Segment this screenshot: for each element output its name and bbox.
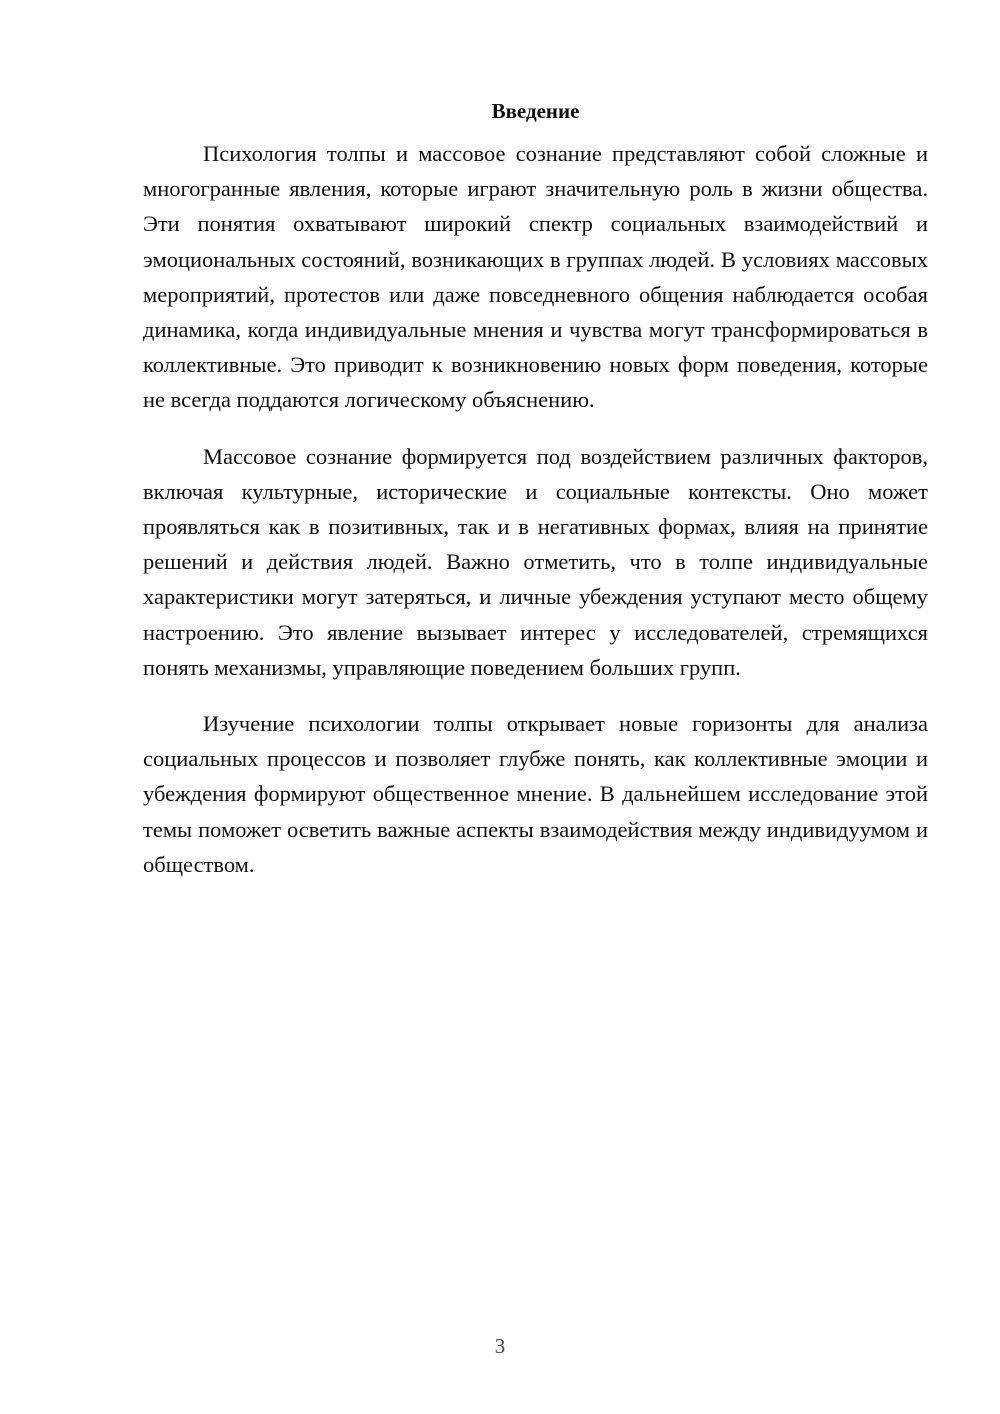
page-content (143, 96, 928, 903)
page-number: 3 (494, 1334, 506, 1358)
section-heading: Введение (491, 99, 580, 123)
paragraph-3: Изучение психологии толпы открывает новые горизонты для анализа социальных процессов и позволяет глубже понять, как коллективные эмоции и убеждения формируют общественное мнение. В дальнейшем исследование этой темы поможет осветить важные аспекты взаимодействия между индивидуумом и обществом. (143, 711, 928, 877)
paragraph-2: Массовое сознание формируется под воздействием различных факторов, включая культурные, исторические и социальные контексты. Оно может проявляться как в позитивных, так и в негативных формах, влияя на принятие решений и действия людей. Важно отметить, что в толпе индивидуальные характеристики могут затеряться, и личные убеждения уступают место общему настроению. Это явление вызывает интерес у исследователей, стремящихся понять механизмы, управляющие поведением больших групп. (143, 443, 928, 680)
paragraph-1: Психология толпы и массовое сознание представляют собой сложные и многогранные явления, которые играют значительную роль в жизни общества. Эти понятия охватывают широкий спектр социальных взаимодействий и эмоциональных состояний, возникающих в группах людей. В условиях массовых мероприятий, протестов или даже повседневного общения наблюдается особая динамика, когда индивидуальные мнения и чувства могут трансформироваться в коллективные. Это приводит к возникновению новых форм поведения, которые не всегда поддаются логическому объяснению. (143, 141, 928, 413)
